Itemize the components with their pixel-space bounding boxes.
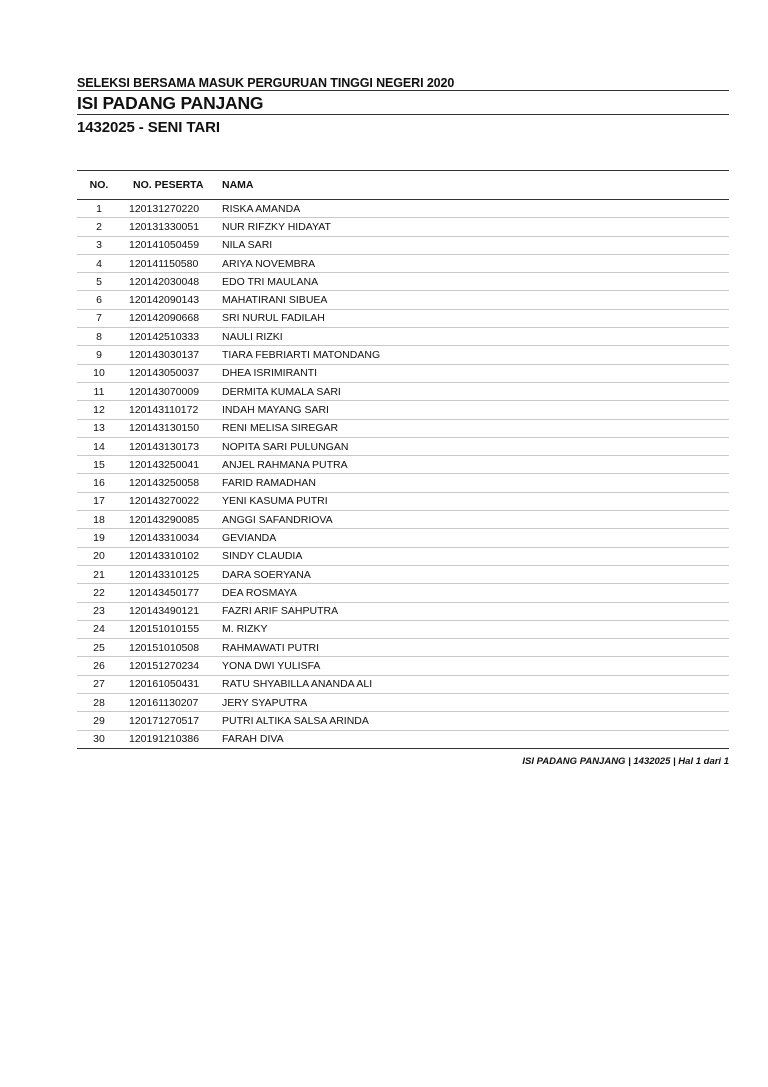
column-header-no: NO. <box>89 179 109 191</box>
participant-name: EDO TRI MAULANA <box>222 275 319 288</box>
participant-name: RATU SHYABILLA ANANDA ALI <box>222 678 373 691</box>
title-divider <box>77 90 729 91</box>
participant-number: 120142030048 <box>129 275 200 288</box>
table-row <box>77 438 729 456</box>
row-number: 3 <box>96 239 102 252</box>
row-number: 11 <box>93 385 105 398</box>
participant-number: 120131330051 <box>129 220 200 233</box>
exam-title: SELEKSI BERSAMA MASUK PERGURUAN TINGGI NEGERI 2020 <box>77 76 455 90</box>
participant-name: DARA SOERYANA <box>222 568 311 581</box>
table-row <box>77 383 729 401</box>
row-number: 1 <box>96 202 102 215</box>
participant-name: SINDY CLAUDIA <box>222 550 303 563</box>
participant-number: 120143250058 <box>129 477 200 490</box>
row-number: 29 <box>93 714 105 727</box>
row-number: 4 <box>96 257 102 270</box>
row-number: 20 <box>93 550 105 563</box>
table-row <box>77 346 729 364</box>
table-row <box>77 401 729 419</box>
participant-number: 120143450177 <box>129 586 200 599</box>
participant-name: ANGGI SAFANDRIOVA <box>222 513 333 526</box>
participant-number: 120161050431 <box>129 678 200 691</box>
participant-number: 120143030137 <box>129 349 200 362</box>
participant-number: 120171270517 <box>129 714 200 727</box>
participant-number: 120151010508 <box>129 641 200 654</box>
row-number: 15 <box>93 458 105 471</box>
participant-name: FARID RAMADHAN <box>222 477 316 490</box>
row-number: 6 <box>96 294 102 307</box>
participant-name: DERMITA KUMALA SARI <box>222 385 341 398</box>
participant-name: NAULI RIZKI <box>222 330 283 343</box>
participant-name: ANJEL RAHMANA PUTRA <box>222 458 348 471</box>
participant-name: PUTRI ALTIKA SALSA ARINDA <box>222 714 369 727</box>
row-number: 17 <box>93 495 105 508</box>
participant-name: FAZRI ARIF SAHPUTRA <box>222 605 339 618</box>
participant-number: 120131270220 <box>129 202 200 215</box>
participant-number: 120143290085 <box>129 513 200 526</box>
participant-number: 120143130173 <box>129 440 200 453</box>
participant-name: FARAH DIVA <box>222 733 284 746</box>
participant-name: TIARA FEBRIARTI MATONDANG <box>222 349 381 362</box>
row-number: 30 <box>93 733 105 746</box>
table-row <box>77 328 729 346</box>
table-row <box>77 657 729 675</box>
participant-name: DHEA ISRIMIRANTI <box>222 367 318 380</box>
institution-divider <box>77 114 729 115</box>
row-number: 9 <box>96 349 102 362</box>
row-number: 7 <box>96 312 102 325</box>
table-row <box>77 676 729 694</box>
table-row <box>77 237 729 255</box>
participant-name: NILA SARI <box>222 239 273 252</box>
table-row <box>77 712 729 730</box>
table-row <box>77 639 729 657</box>
participant-name: YONA DWI YULISFA <box>222 660 321 673</box>
participant-number: 120161130207 <box>129 696 199 709</box>
row-number: 25 <box>93 641 105 654</box>
row-number: 14 <box>93 440 105 453</box>
table-row <box>77 218 729 236</box>
participant-number: 120143270022 <box>129 495 200 508</box>
participant-number: 120141050459 <box>129 239 200 252</box>
participant-number: 120151270234 <box>129 660 200 673</box>
participant-number: 120143310102 <box>129 550 200 563</box>
row-number: 23 <box>93 605 105 618</box>
table-row <box>77 365 729 383</box>
row-number: 19 <box>93 531 105 544</box>
table-row <box>77 200 729 218</box>
participant-name: GEVIANDA <box>222 531 277 544</box>
row-number: 8 <box>96 330 102 343</box>
table-header <box>77 170 729 200</box>
participant-name: M. RIZKY <box>222 623 268 636</box>
participant-number: 120143310034 <box>129 531 200 544</box>
table-row <box>77 493 729 511</box>
table-row <box>77 456 729 474</box>
participant-name: ARIYA NOVEMBRA <box>222 257 316 270</box>
participant-number: 120143250041 <box>129 458 200 471</box>
institution-name: ISI PADANG PANJANG <box>77 93 264 113</box>
table-row <box>77 529 729 547</box>
participant-name: NOPITA SARI PULUNGAN <box>222 440 349 453</box>
participant-number: 120141150580 <box>129 257 199 270</box>
row-number: 13 <box>93 422 105 435</box>
participant-number: 120142510333 <box>129 330 200 343</box>
page-footer: ISI PADANG PANJANG | 1432025 | Hal 1 dari 1 <box>522 755 729 767</box>
table-row <box>77 694 729 712</box>
table-row <box>77 603 729 621</box>
row-number: 10 <box>93 367 105 380</box>
participant-number: 120143130150 <box>129 422 200 435</box>
table-row <box>77 731 729 749</box>
participant-number: 120143490121 <box>129 605 200 618</box>
participant-name: RAHMAWATI PUTRI <box>222 641 320 654</box>
participant-number: 120142090143 <box>129 294 200 307</box>
program-name: 1432025 - SENI TARI <box>77 119 220 136</box>
row-number: 12 <box>93 403 105 416</box>
table-row <box>77 548 729 566</box>
row-number: 27 <box>93 678 105 691</box>
document-page <box>77 76 729 767</box>
table-body <box>77 200 729 749</box>
column-header-nama: NAMA <box>222 179 254 191</box>
row-number: 2 <box>96 220 102 233</box>
table-row <box>77 310 729 328</box>
table-row <box>77 420 729 438</box>
participant-name: DEA ROSMAYA <box>222 586 297 599</box>
participant-number: 120143110172 <box>129 403 199 416</box>
row-number: 22 <box>93 586 105 599</box>
row-number: 18 <box>93 513 105 526</box>
participant-table <box>77 170 729 749</box>
table-row <box>77 566 729 584</box>
participant-number: 120143070009 <box>129 385 200 398</box>
table-row <box>77 255 729 273</box>
row-number: 21 <box>93 568 105 581</box>
table-row <box>77 273 729 291</box>
participant-name: SRI NURUL FADILAH <box>222 312 325 325</box>
participant-number: 120143310125 <box>129 568 200 581</box>
participant-number: 120142090668 <box>129 312 200 325</box>
participant-name: NUR RIFZKY HIDAYAT <box>222 220 331 233</box>
table-row <box>77 474 729 492</box>
participant-number: 120191210386 <box>129 733 200 746</box>
row-number: 16 <box>93 477 105 490</box>
participant-name: JERY SYAPUTRA <box>222 696 308 709</box>
participant-name: RENI MELISA SIREGAR <box>222 422 339 435</box>
participant-number: 120143050037 <box>129 367 200 380</box>
table-row <box>77 584 729 602</box>
table-row <box>77 511 729 529</box>
row-number: 26 <box>93 660 105 673</box>
participant-name: YENI KASUMA PUTRI <box>222 495 328 508</box>
table-row <box>77 621 729 639</box>
participant-name: INDAH MAYANG SARI <box>222 403 329 416</box>
row-number: 28 <box>93 696 105 709</box>
column-header-peserta: NO. PESERTA <box>133 179 204 191</box>
participant-name: RISKA AMANDA <box>222 202 301 215</box>
table-row <box>77 291 729 309</box>
participant-name: MAHATIRANI SIBUEA <box>222 294 328 307</box>
participant-number: 120151010155 <box>129 623 200 636</box>
row-number: 24 <box>93 623 105 636</box>
row-number: 5 <box>96 275 102 288</box>
